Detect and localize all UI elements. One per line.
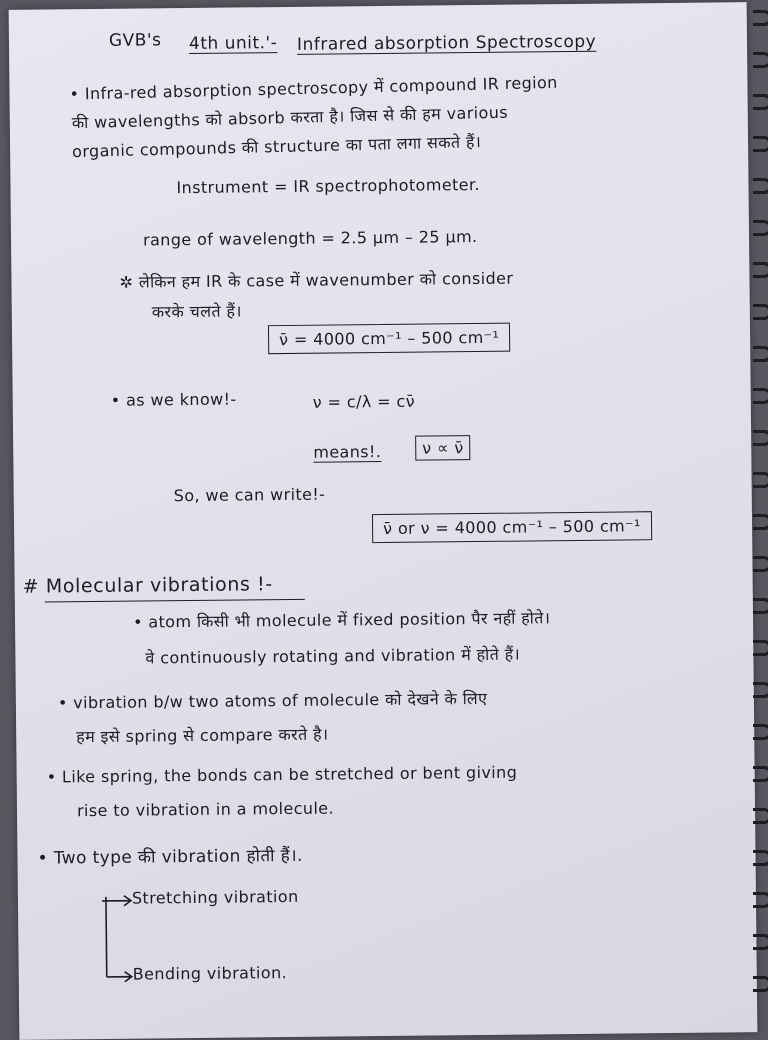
frequency-range-box: ν̄ or ν = 4000 cm⁻¹ – 500 cm⁻¹ [372, 511, 652, 543]
note-line-2: करके चलते हैं। [151, 301, 242, 322]
page-title: Infrared absorption Spectroscopy [296, 31, 597, 55]
note-line-1: ✲ लेकिन हम IR के case में wavenumber को consider [119, 268, 514, 292]
header-prefix: GVB's [108, 30, 162, 51]
para3-line-2: rise to vibration in a molecule. [76, 798, 335, 821]
header-unit: 4th unit.'- [188, 33, 278, 55]
notebook-page [9, 2, 758, 1040]
para1-line-2: वे continuously rotating and vibration में होते हैं। [145, 644, 521, 668]
heading-underline [45, 599, 305, 603]
wavenumber-range-box: ν̄ = 4000 cm⁻¹ – 500 cm⁻¹ [268, 323, 510, 355]
as-we-know-label: • as we know!- [110, 389, 237, 410]
intro-line-3: organic compounds की structure का पता लगा सकते हैं। [71, 132, 482, 162]
frequency-formula: ν = c/λ = cν̄ [312, 391, 416, 412]
para2-line-1: • vibration b/w two atoms of molecule को देखने के लिए [57, 688, 488, 713]
means-label: means!. [313, 442, 382, 462]
para4: • Two type की vibration होती हैं।. [37, 845, 303, 869]
para2-line-2: हम इसे spring से compare करते है। [76, 724, 329, 747]
instrument-text: Instrument = IR spectrophotometer. [176, 174, 481, 198]
para1-line-1: • atom किसी भी molecule में fixed position पैर नहीं होते। [132, 608, 551, 632]
section-heading: # Molecular vibrations !- [22, 573, 273, 598]
bending-vibration: Bending vibration. [132, 963, 288, 984]
wavelength-range: range of wavelength = 2.5 µm – 25 µm. [142, 226, 478, 250]
para3-line-1: • Like spring, the bonds can be stretched or bent giving [46, 762, 518, 787]
so-we-can-write: So, we can write!- [173, 484, 326, 506]
intro-line-2: की wavelengths को absorb करता है। जिस से की हम various [71, 102, 509, 133]
intro-line-1: • Infra-red absorption spectroscopy में compound IR region [69, 72, 558, 104]
spiral-binding [750, 0, 768, 1024]
stretching-vibration: Stretching vibration [131, 886, 299, 908]
proportional-box: ν ∝ ν̄ [415, 435, 471, 461]
